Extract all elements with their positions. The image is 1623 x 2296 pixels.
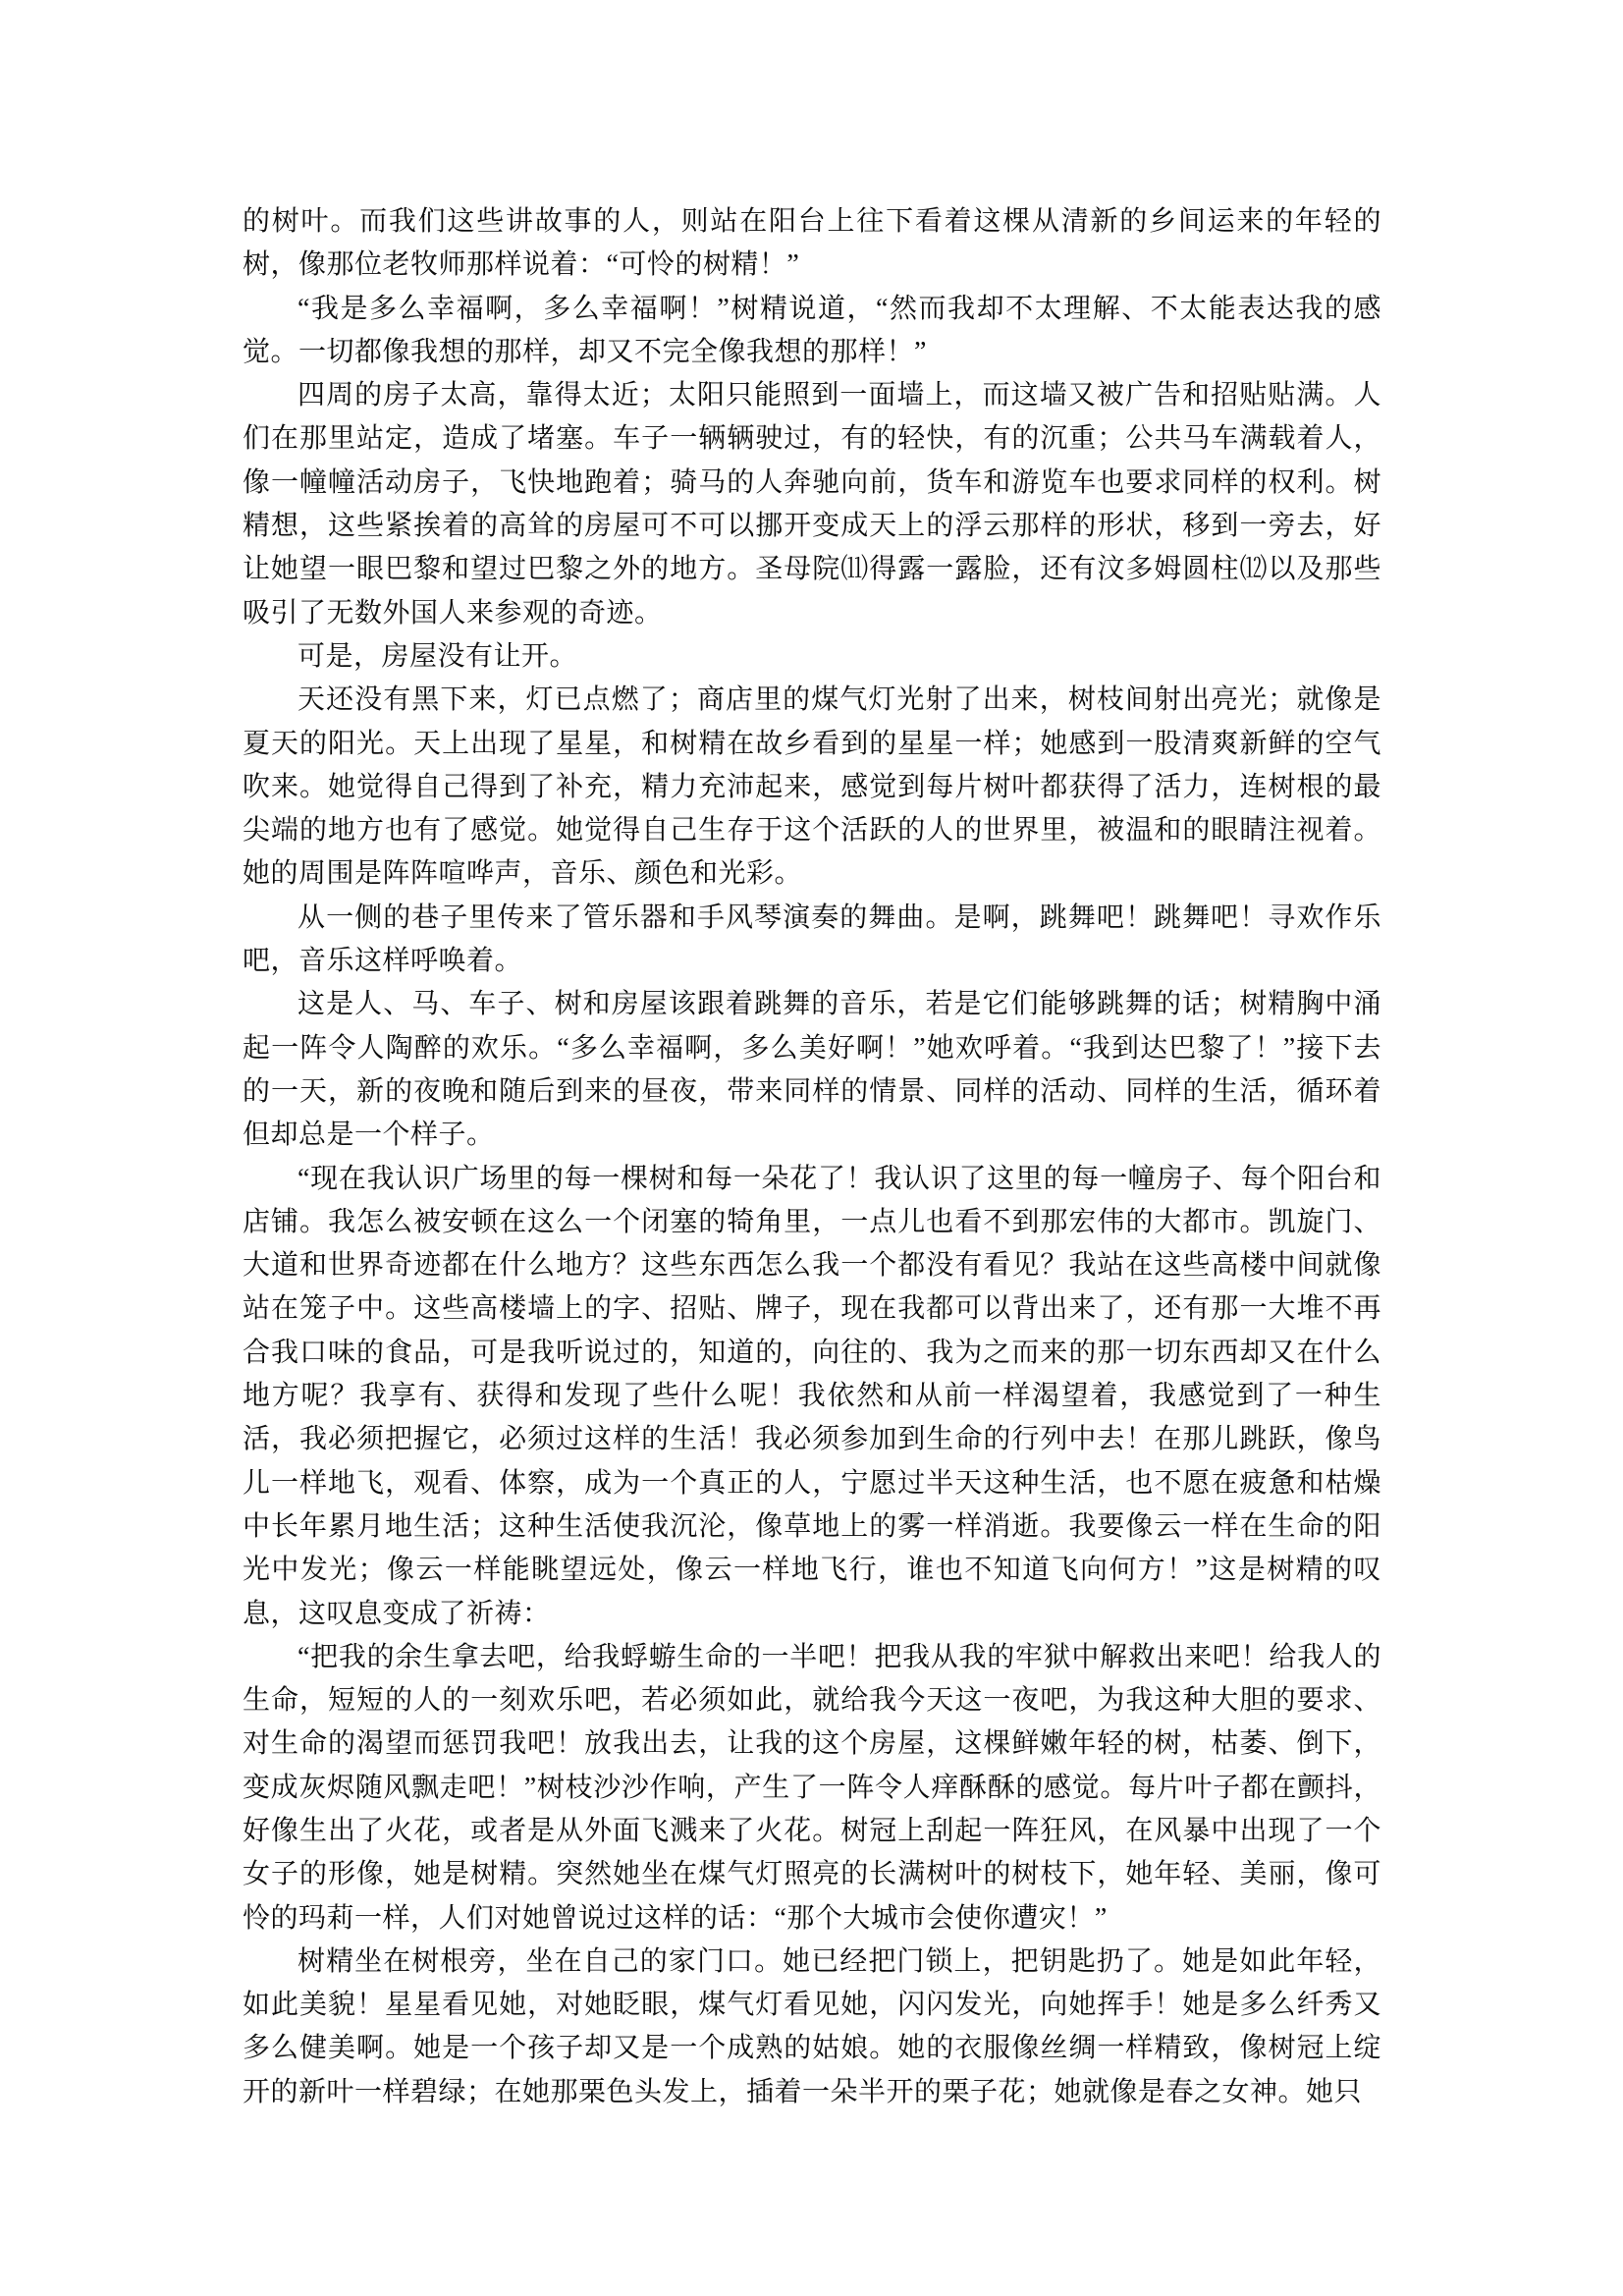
paragraph: “把我的余生拿去吧，给我蜉蝣生命的一半吧！把我从我的牢狱中解救出来吧！给我人的生命，短短的人的一刻欢乐吧，若必须如此，就给我今天这一夜吧，为我这种大胆的要求、对生命的渴望而惩罚我吧！放我出去，让我的这个房屋，这棵鲜嫩年轻的树，枯萎、倒下，变成灰烬随风飘走吧！”树枝沙沙作响，产生了一阵令人痒酥酥的感觉。每片叶子都在颤抖，好像生出了火花，或者是从外面飞溅来了火花。树冠上刮起一阵狂风，在风暴中出现了一个女子的形像，她是树精。突然她坐在煤气灯照亮的长满树叶的树枝下，她年轻、美丽，像可怜的玛莉一样，人们对她曾说过这样的话：“那个大城市会使你遭灾！” [243, 1641, 1381, 1934]
paragraph: 这是人、马、车子、树和房屋该跟着跳舞的音乐，若是它们能够跳舞的话；树精胸中涌起一阵令人陶醉的欢乐。“多么幸福啊，多么美好啊！”她欢呼着。“我到达巴黎了！”接下去的一天，新的夜晚和随后到来的昼夜，带来同样的情景、同样的活动、同样的生活，循环着但却总是一个样子。 [243, 989, 1381, 1151]
paragraph: 天还没有黑下来，灯已点燃了；商店里的煤气灯光射了出来，树枝间射出亮光；就像是夏天的阳光。天上出现了星星，和树精在故乡看到的星星一样；她感到一股清爽新鲜的空气吹来。她觉得自己得到了补充，精力充沛起来，感觉到每片树叶都获得了活力，连树根的最尖端的地方也有了感觉。她觉得自己生存于这个活跃的人的世界里，被温和的眼睛注视着。她的周围是阵阵喧哗声，音乐、颜色和光彩。 [243, 684, 1381, 890]
paragraph: 的树叶。而我们这些讲故事的人，则站在阳台上往下看着这棵从清新的乡间运来的年轻的树，像那位老牧师那样说着：“可怜的树精！” [243, 206, 1381, 281]
paragraph: 从一侧的巷子里传来了管乐器和手风琴演奏的舞曲。是啊，跳舞吧！跳舞吧！寻欢作乐吧，音乐这样呼唤着。 [243, 902, 1381, 977]
text-block [243, 200, 1381, 2114]
paragraph: “我是多么幸福啊，多么幸福啊！”树精说道，“然而我却不太理解、不太能表达我的感觉。一切都像我想的那样，却又不完全像我想的那样！” [243, 293, 1381, 367]
paragraph: “现在我认识广场里的每一棵树和每一朵花了！我认识了这里的每一幢房子、每个阳台和店铺。我怎么被安顿在这么一个闭塞的犄角里，一点儿也看不到那宏伟的大都市。凯旋门、大道和世界奇迹都在什么地方？这些东西怎么我一个都没有看见？我站在这些高楼中间就像站在笼子中。这些高楼墙上的字、招贴、牌子，现在我都可以背出来了，还有那一大堆不再合我口味的食品，可是我听说过的，知道的，向往的、我为之而来的那一切东西却又在什么地方呢？我享有、获得和发现了些什么呢！我依然和从前一样渴望着，我感觉到了一种生活，我必须把握它，必须过这样的生活！我必须参加到生命的行列中去！在那儿跳跃，像鸟儿一样地飞，观看、体察，成为一个真正的人，宁愿过半天这种生活，也不愿在疲惫和枯燥中长年累月地生活；这种生活使我沉沦，像草地上的雾一样消逝。我要像云一样在生命的阳光中发光；像云一样能眺望远处，像云一样地飞行，谁也不知道飞向何方！”这是树精的叹息，这叹息变成了祈祷： [243, 1163, 1381, 1629]
paragraph: 四周的房子太高，靠得太近；太阳只能照到一面墙上，而这墙又被广告和招贴贴满。人们在那里站定，造成了堵塞。车子一辆辆驶过，有的轻快，有的沉重；公共马车满载着人，像一幢幢活动房子，飞快地跑着；骑马的人奔驰向前，货车和游览车也要求同样的权利。树精想，这些紧挨着的高耸的房屋可不可以挪开变成天上的浮云那样的形状，移到一旁去，好让她望一眼巴黎和望过巴黎之外的地方。圣母院⑾得露一露脸，还有汶多姆圆柱⑿以及那些吸引了无数外国人来参观的奇迹。 [243, 380, 1381, 629]
paragraph: 树精坐在树根旁，坐在自己的家门口。她已经把门锁上，把钥匙扔了。她是如此年轻，如此美貌！星星看见她，对她眨眼，煤气灯看见她，闪闪发光，向她挥手！她是多么纤秀又多么健美啊。她是一个孩子却又是一个成熟的姑娘。她的衣服像丝绸一样精致，像树冠上绽开的新叶一样碧绿；在她那栗色头发上，插着一朵半开的栗子花；她就像是春之女神。她只 [243, 1945, 1381, 2107]
paragraph: 可是，房屋没有让开。 [298, 640, 578, 672]
